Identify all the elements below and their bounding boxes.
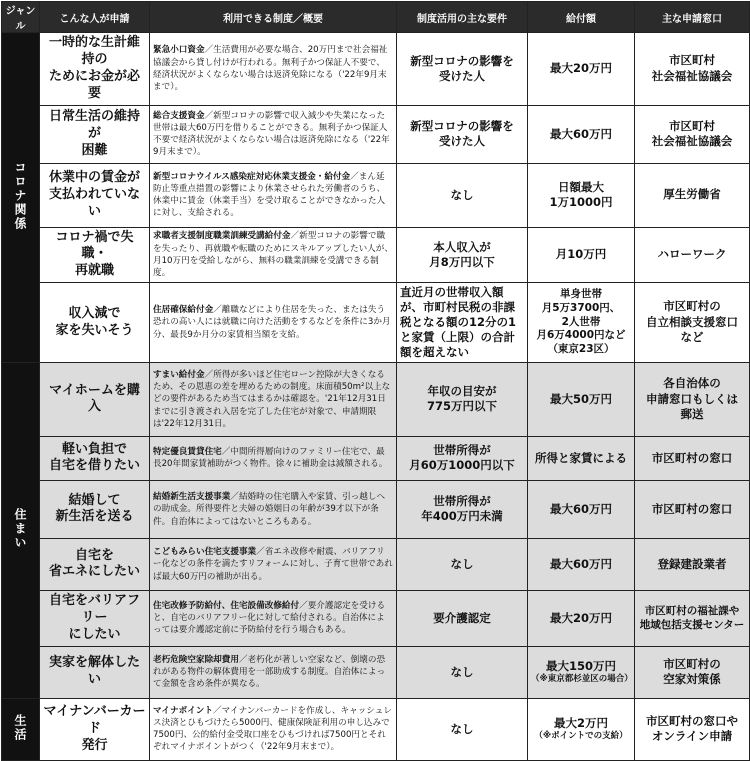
- system-cell: [150, 163, 397, 227]
- amount-value: 単身世帯 月5万3700円、 2人世帯 月6万4000円など （東京23区）: [536, 288, 626, 356]
- amount-cell: [528, 590, 635, 646]
- system-desc: ／新型コロナの影響で収入減少や失業になった世帯は最大60万円を借りることができる。無利子かつ保証人不要で経済状況がよくならない場合は返済免除になる（'22年9月末まで）。: [153, 110, 390, 158]
- requirement-cell: 要介護認定: [397, 590, 528, 646]
- genre-life-label: 生活: [13, 713, 27, 742]
- who-cell: 自宅を 省エネにしたい: [40, 538, 150, 590]
- system-cell: [150, 480, 397, 538]
- amount-value: 最大2万円: [553, 716, 608, 731]
- who-cell: 収入減で 家を失いそう: [40, 283, 150, 363]
- system-name: 総合支援資金: [153, 110, 205, 121]
- header-system: 利用できる制度／概要: [150, 2, 397, 33]
- amount-cell: [528, 227, 635, 283]
- table-row: [2, 538, 750, 590]
- genre-corona-label: コロナ関係: [13, 160, 27, 231]
- system-name: 緊急小口資金: [153, 45, 205, 56]
- who-cell: 実家を解体したい: [40, 646, 150, 698]
- window-cell: ハローワーク: [635, 227, 750, 283]
- system-name: 特定優良賃貸住宅: [153, 447, 222, 458]
- system-desc: ／省エネ改修や耐震、バリアフリー化などの条件を満たすリフォームに対し、子育て世帯であれば最大60万円の補助が出る。: [153, 547, 393, 582]
- table-row: [2, 362, 750, 436]
- requirement-cell: 新型コロナの影響を 受けた人: [397, 33, 528, 106]
- amount-cell: [528, 105, 635, 163]
- system-name: 結婚新生活支援事業: [153, 492, 231, 503]
- window-cell: 市区町村の窓口や オンライン申請: [635, 698, 750, 760]
- system-cell: [150, 436, 397, 480]
- requirement-cell: 世帯所得が 月60万1000円以下: [397, 436, 528, 480]
- system-desc: ／所得が多いほど住宅ローン控除が大きくなるため、その恩恵の差を埋めるための制度。床面積50m²以上などの要件があるため当てはまるかは確認を。'21年12月31日までに引き渡され入居を完了した住宅が対象で、申請期限は'22年12月31日。: [153, 369, 391, 429]
- amount-cell: [528, 362, 635, 436]
- table-row: [2, 33, 750, 106]
- system-desc: ／結婚時の住宅購入や家賃、引っ越しへの助成金。所得要件と夫婦の婚姻日の年齢が39才以下が条件。自治体によってはないところもある。: [153, 492, 386, 527]
- header-row: [2, 2, 750, 33]
- window-cell: 登録建設業者: [635, 538, 750, 590]
- system-desc: ／生活費用が必要な場合、20万円まで社会福祉協議会から貸し付けが行われる。無利子かつ保証人不要で、経済状況がよくならない場合は返済免除になる（'22年9月末まで）。: [153, 45, 388, 92]
- system-name: 住宅改修予防給付、住宅設備改修給付: [153, 600, 300, 611]
- window-cell: 市区町村の 自立相談支援窓口 など: [635, 283, 750, 363]
- system-cell: [150, 362, 397, 436]
- who-cell: 日常生活の維持が 困難: [40, 105, 150, 163]
- table-row: [2, 105, 750, 163]
- requirement-cell: なし: [397, 163, 528, 227]
- header-amount: 給付額: [528, 2, 635, 33]
- window-cell: 市区町村 社会福祉協議会: [635, 105, 750, 163]
- system-desc: ／まん延防止等重点措置の影響により休業させられた労働者のうち、休業中に賃金（休業手当）を受け取ることができなかった人に対し、支給される。: [153, 171, 386, 219]
- table-row: [2, 163, 750, 227]
- header-genre: ジャンル: [2, 2, 40, 33]
- who-cell: コロナ禍で失職・ 再就職: [40, 227, 150, 283]
- who-cell: マイナンバーカード 発行: [40, 698, 150, 760]
- who-cell: 軽い負担で 自宅を借りたい: [40, 436, 150, 480]
- amount-cell: [528, 163, 635, 227]
- requirement-cell: なし: [397, 646, 528, 698]
- system-cell: [150, 227, 397, 283]
- who-cell: 結婚して 新生活を送る: [40, 480, 150, 538]
- system-desc: ／中間所得層向けのファミリー住宅で、最長20年間家賃補助がつく物件。徐々に補助金は減額される。: [153, 447, 388, 470]
- amount-cell: [528, 646, 635, 698]
- window-cell: 各自治体の 申請窓口もしくは 郵送: [635, 362, 750, 436]
- amount-cell: [528, 33, 635, 106]
- amount-cell: [528, 538, 635, 590]
- table-row: [2, 480, 750, 538]
- amount-note: （※ポイントでの支給）: [534, 731, 628, 742]
- amount-value: 月10万円: [555, 247, 607, 262]
- system-cell: [150, 283, 397, 363]
- amount-cell: [528, 698, 635, 760]
- table-row: [2, 646, 750, 698]
- system-cell: [150, 590, 397, 646]
- table-row: [2, 436, 750, 480]
- window-cell: 市区町村の窓口: [635, 436, 750, 480]
- amount-cell: [528, 480, 635, 538]
- amount-value: 最大60万円: [549, 556, 612, 571]
- table-row: [2, 590, 750, 646]
- genre-housing: [2, 362, 40, 698]
- table-row: [2, 283, 750, 363]
- amount-value: 最大150万円: [545, 659, 616, 674]
- genre-housing-label: 住まい: [13, 507, 27, 550]
- amount-value: 最大20万円: [549, 610, 612, 625]
- system-cell: [150, 538, 397, 590]
- who-cell: 一時的な生計維持の ためにお金が必要: [40, 33, 150, 106]
- requirement-cell: なし: [397, 698, 528, 760]
- window-cell: 市区町村の福祉課や 地域包括支援センター: [635, 590, 750, 646]
- amount-value: 最大20万円: [549, 61, 612, 76]
- table-row: [2, 227, 750, 283]
- window-cell: 市区町村の 空家対策係: [635, 646, 750, 698]
- amount-cell: [528, 436, 635, 480]
- header-who: こんな人が申請: [40, 2, 150, 33]
- system-name: 新型コロナウイルス感染症対応休業支援金・給付金: [153, 171, 351, 182]
- genre-life: [2, 698, 40, 760]
- who-cell: 自宅をバリアフリー にしたい: [40, 590, 150, 646]
- benefits-table: [1, 1, 750, 761]
- system-cell: [150, 698, 397, 760]
- amount-cell: [528, 283, 635, 363]
- requirement-cell: 新型コロナの影響を 受けた人: [397, 105, 528, 163]
- system-name: すまい給付金: [153, 369, 205, 380]
- amount-value: 最大60万円: [549, 501, 612, 516]
- system-cell: [150, 105, 397, 163]
- table-row: [2, 698, 750, 760]
- system-cell: [150, 33, 397, 106]
- amount-value: 最大60万円: [549, 126, 612, 141]
- amount-value: 最大50万円: [549, 391, 612, 406]
- system-name: マイナポイント: [153, 705, 213, 716]
- system-desc: ／新型コロナの影響で職を失ったり、再就職や転職のためにスキルアップしたい人が、月10万円を受給しながら、無料の職業訓練を受講できる制度。: [153, 231, 393, 279]
- requirement-cell: なし: [397, 538, 528, 590]
- requirement-cell: 世帯所得が 年400万円未満: [397, 480, 528, 538]
- system-desc: ／要介護認定を受けると、自宅のバリアフリー化に対して給付される。自治体によっては要介護認定前に予防給付を行う場合もある。: [153, 600, 386, 636]
- window-cell: 厚生労働省: [635, 163, 750, 227]
- system-desc: ／マイナンバーカードを作成し、キャッシュレス決済とひもづけたら5000円、健康保険証利用の申し込みで7500円、公的給付金受取口座をひもづければ7500円とそれぞれマイナポイントがつく（'22年9月末まで）。: [153, 705, 392, 753]
- header-window: 主な申請窓口: [635, 2, 750, 33]
- amount-note: （※東京都杉並区の場合）: [531, 674, 633, 685]
- requirement-cell: 本人収入が 月8万円以下: [397, 227, 528, 283]
- genre-corona: [2, 33, 40, 363]
- system-desc: ／老朽化が著しい空家など、倒壊の恐れがある物件の解体費用を一部助成する制度。自治体によって金額を含め条件が異なる。: [153, 654, 386, 690]
- window-cell: 市区町村の窓口: [635, 480, 750, 538]
- window-cell: 市区町村 社会福祉協議会: [635, 33, 750, 106]
- system-name: 求職者支援制度職業訓練受講給付金: [153, 231, 291, 242]
- system-name: 住居確保給付金: [153, 305, 214, 316]
- amount-value: 所得と家賃による: [535, 450, 627, 465]
- requirement-cell: 直近月の世帯収入額が、市町村民税の非課税となる額の12分の1と家賃（上限）の合計額を超えない: [397, 283, 528, 363]
- who-cell: マイホームを購入: [40, 362, 150, 436]
- header-requirement: 制度活用の主な要件: [397, 2, 528, 33]
- system-cell: [150, 646, 397, 698]
- who-cell: 休業中の賃金が 支払われていない: [40, 163, 150, 227]
- requirement-cell: 年収の目安が 775万円以下: [397, 362, 528, 436]
- system-desc: ／離職などにより住居を失った、または失う恐れの高い人には就職に向けた活動をするなどを条件に3か月分、最長9か月分の家賃相当額を支給。: [153, 305, 391, 340]
- system-name: 老朽危険空家除却費用: [153, 654, 239, 665]
- amount-value: 日額最大 1万1000円: [549, 180, 613, 210]
- system-name: こどもみらい住宅支援事業: [153, 547, 257, 558]
